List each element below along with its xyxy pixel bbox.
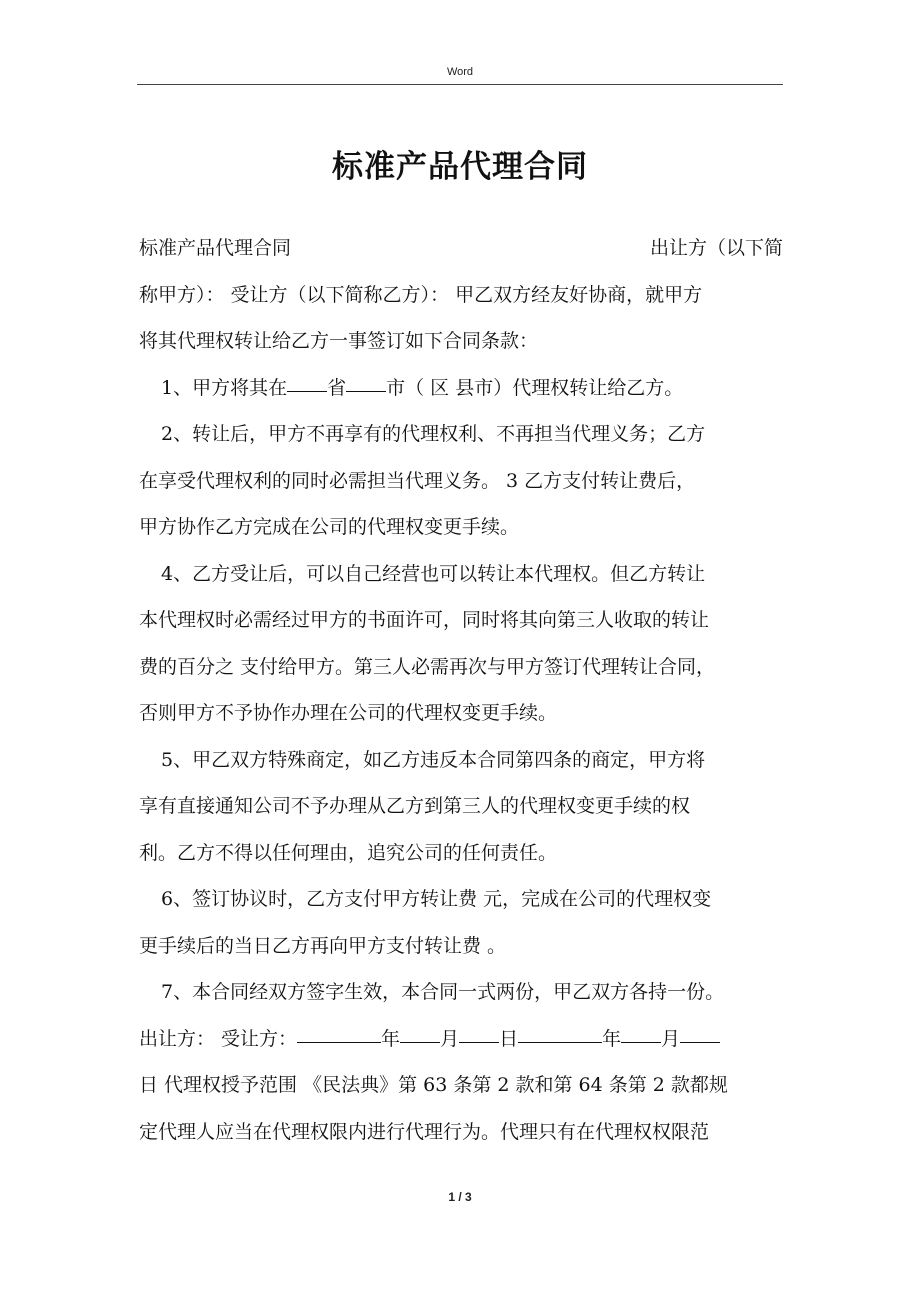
line-text: 市（ 区 县市）代理权转让给乙方。 [386, 376, 684, 399]
line-text: 5、甲乙双方特殊商定，如乙方违反本合同第四条的商定，甲方将 [161, 748, 706, 771]
blank-field [287, 365, 327, 392]
page-header-label: Word [446, 66, 474, 78]
line-text: 年 [381, 1027, 401, 1050]
text-line [139, 1016, 783, 1063]
text-line [139, 504, 783, 551]
line-text: 日 代理权授予范围 《民法典》第 63 条第 2 款和第 64 条第 2 款都规 [139, 1074, 728, 1096]
text-line [139, 644, 783, 691]
text-line [139, 365, 783, 412]
blank-field [680, 1016, 720, 1043]
line-text: 日 [499, 1027, 519, 1050]
line-text: 出让方（以下简 [649, 237, 783, 259]
line-text: 更手续后的当日乙方再向甲方支付转让费 。 [139, 934, 507, 957]
line-text: 将其代理权转让给乙方一事签订如下合同条款： [139, 330, 539, 352]
line-text: 甲方协作乙方完成在公司的代理权变更手续。 [139, 516, 520, 538]
blank-field [459, 1016, 499, 1043]
line-text: 出让方： 受让方： [139, 1027, 298, 1050]
text-line [139, 1062, 783, 1109]
text-line [139, 923, 783, 970]
line-text: 费的百分之 支付给甲方。第三人必需再次与甲方签订代理转让合同， [139, 655, 716, 678]
blank-field [400, 1016, 440, 1043]
line-text: 4、乙方受让后，可以自己经营也可以转让本代理权。但乙方转让 [161, 562, 706, 585]
line-text: 7、本合同经双方签字生效，本合同一式两份，甲乙双方各持一份。 [161, 981, 725, 1003]
line-text: 享有直接通知公司不予办理从乙方到第三人的代理权变更手续的权 [139, 795, 691, 817]
text-line [139, 458, 783, 505]
document-title: 标准产品代理合同 [332, 149, 588, 185]
text-line [139, 597, 783, 644]
line-text: 6、签订协议时，乙方支付甲方转让费 元，完成在公司的代理权变 [161, 888, 712, 910]
line-text: 否则甲方不予协作办理在公司的代理权变更手续。 [139, 702, 558, 724]
blank-field [518, 1016, 602, 1043]
document-body [139, 225, 783, 1155]
text-line [139, 318, 783, 365]
blank-field [297, 1016, 381, 1043]
line-text: 省 [327, 376, 347, 399]
line-text: 月 [661, 1027, 681, 1050]
line-text: 标准产品代理合同 [139, 237, 292, 259]
line-text: 在享受代理权利的同时必需担当代理义务。 3 乙方支付转让费后， [139, 469, 696, 492]
text-line [139, 783, 783, 830]
page-number: 1 / 3 [448, 1190, 472, 1204]
blank-field [346, 365, 386, 392]
text-line [139, 876, 783, 923]
text-line [139, 551, 783, 598]
line-text: 定代理人应当在代理权限内进行代理行为。代理只有在代理权权限范 [139, 1120, 710, 1143]
line-text: 年 [602, 1027, 622, 1050]
line-text: 1、甲方将其在 [161, 376, 288, 399]
header-divider [137, 84, 783, 85]
text-line [139, 411, 783, 458]
line-text: 称甲方）： 受让方（以下简称乙方）： 甲乙双方经友好协商，就甲方 [139, 283, 703, 306]
text-line [139, 830, 783, 877]
text-line [139, 690, 783, 737]
text-line [139, 1109, 783, 1156]
line-text: 本代理权时必需经过甲方的书面许可，同时将其向第三人收取的转让 [139, 609, 710, 631]
text-line [139, 272, 783, 319]
line-text: 月 [440, 1027, 460, 1050]
line-text: 利。乙方不得以任何理由，追究公司的任何责任。 [139, 841, 558, 864]
blank-field [621, 1016, 661, 1043]
text-line [139, 737, 783, 784]
text-line [139, 969, 783, 1016]
line-text: 2、转让后，甲方不再享有的代理权利、不再担当代理义务；乙方 [161, 423, 706, 445]
text-line [139, 225, 783, 272]
